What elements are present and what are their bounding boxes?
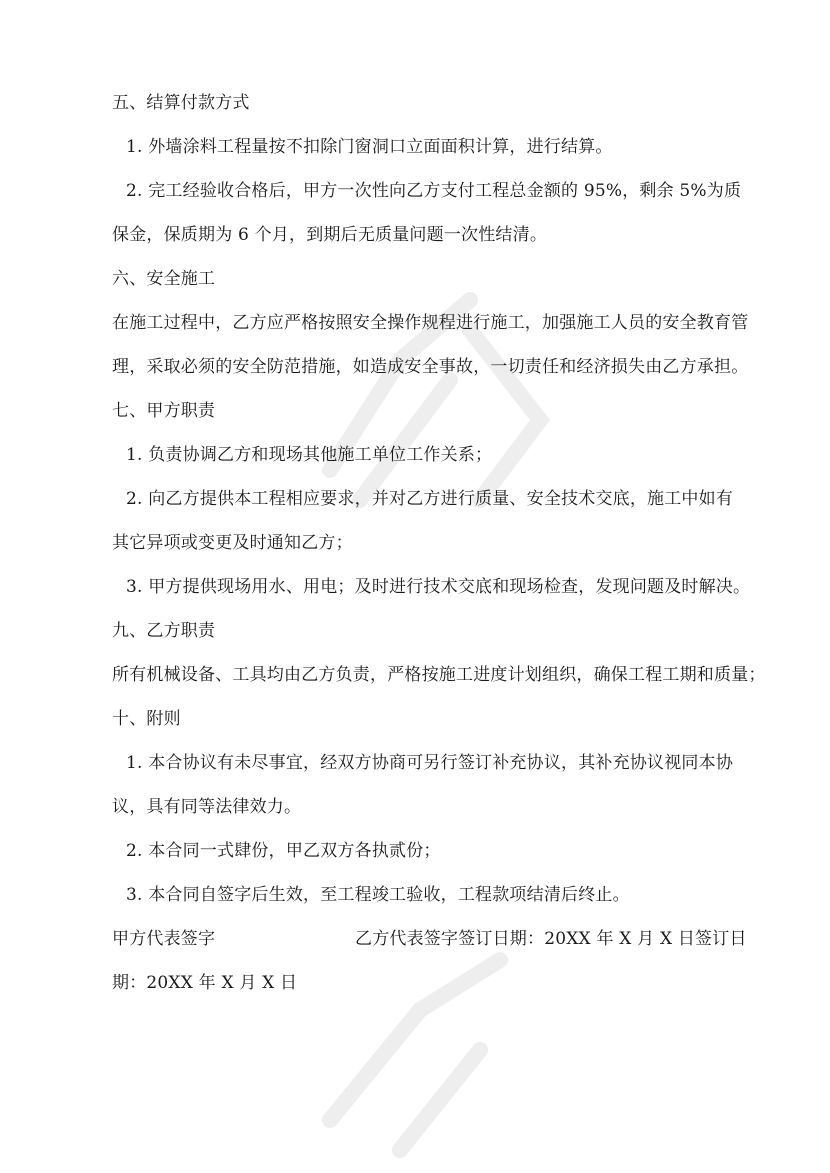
- section-6-heading: 六、安全施工: [112, 269, 216, 289]
- section-7-item-2-line-2: 其它异项或变更及时通知乙方；: [112, 533, 353, 553]
- section-7-heading: 七、甲方职责: [112, 401, 216, 421]
- section-5-item-2-line-1: 2. 完工经验收合格后，甲方一次性向乙方支付工程总金额的 95%，剩余 5%为质: [126, 181, 742, 201]
- section-7-item-3: 3. 甲方提供现场用水、用电；及时进行技术交底和现场检查，发现问题及时解决。: [126, 577, 751, 597]
- section-6-paragraph: [112, 306, 749, 384]
- section-10-heading: 十、附则: [112, 709, 181, 729]
- section-10-item-3: 3. 本合同自签字后生效，至工程竣工验收，工程款项结清后终止。: [126, 885, 630, 905]
- section-6-paragraph-line-2: 理，采取必须的安全防范措施，如造成安全事故，一切责任和经济损失由乙方承担。: [112, 357, 749, 377]
- section-5-item-2-line-2: 保金，保质期为 6 个月，到期后无质量问题一次性结清。: [112, 225, 548, 245]
- party-b-signature-label: 乙方代表签字签订日期：20XX 年 X 月 X 日签订日: [355, 929, 747, 949]
- party-a-signature-label: 甲方代表签字: [112, 929, 216, 949]
- section-10-item-2: 2. 本合同一式肆份，甲乙双方各执贰份；: [126, 841, 441, 861]
- section-5-item-2: [112, 174, 742, 252]
- section-10-item-1-line-1: 1. 本合协议有未尽事宜，经双方协商可另行签订补充协议，其补充协议视同本协: [126, 753, 734, 773]
- section-7-item-1: 1. 负责协调乙方和现场其他施工单位工作关系；: [126, 445, 493, 465]
- section-5-item-1: 1. 外墙涂料工程量按不扣除门窗洞口立面面积计算，进行结算。: [126, 137, 613, 157]
- signature-date-line: 期：20XX 年 X 月 X 日: [112, 973, 298, 993]
- section-9-heading: 九、乙方职责: [112, 621, 216, 641]
- signature-row: [112, 922, 747, 956]
- section-10-item-1: [112, 746, 734, 824]
- section-5-heading: 五、结算付款方式: [112, 93, 250, 113]
- section-6-paragraph-line-1: 在施工过程中，乙方应严格按照安全操作规程进行施工，加强施工人员的安全教育管: [112, 313, 749, 333]
- section-7-item-2: [112, 482, 734, 560]
- section-9-paragraph: 所有机械设备、工具均由乙方负责，严格按施工进度计划组织，确保工程工期和质量；: [112, 665, 766, 685]
- document-page: [112, 86, 766, 1010]
- section-10-item-1-line-2: 议，具有同等法律效力。: [112, 797, 302, 817]
- section-7-item-2-line-1: 2. 向乙方提供本工程相应要求，并对乙方进行质量、安全技术交底，施工中如有: [126, 489, 734, 509]
